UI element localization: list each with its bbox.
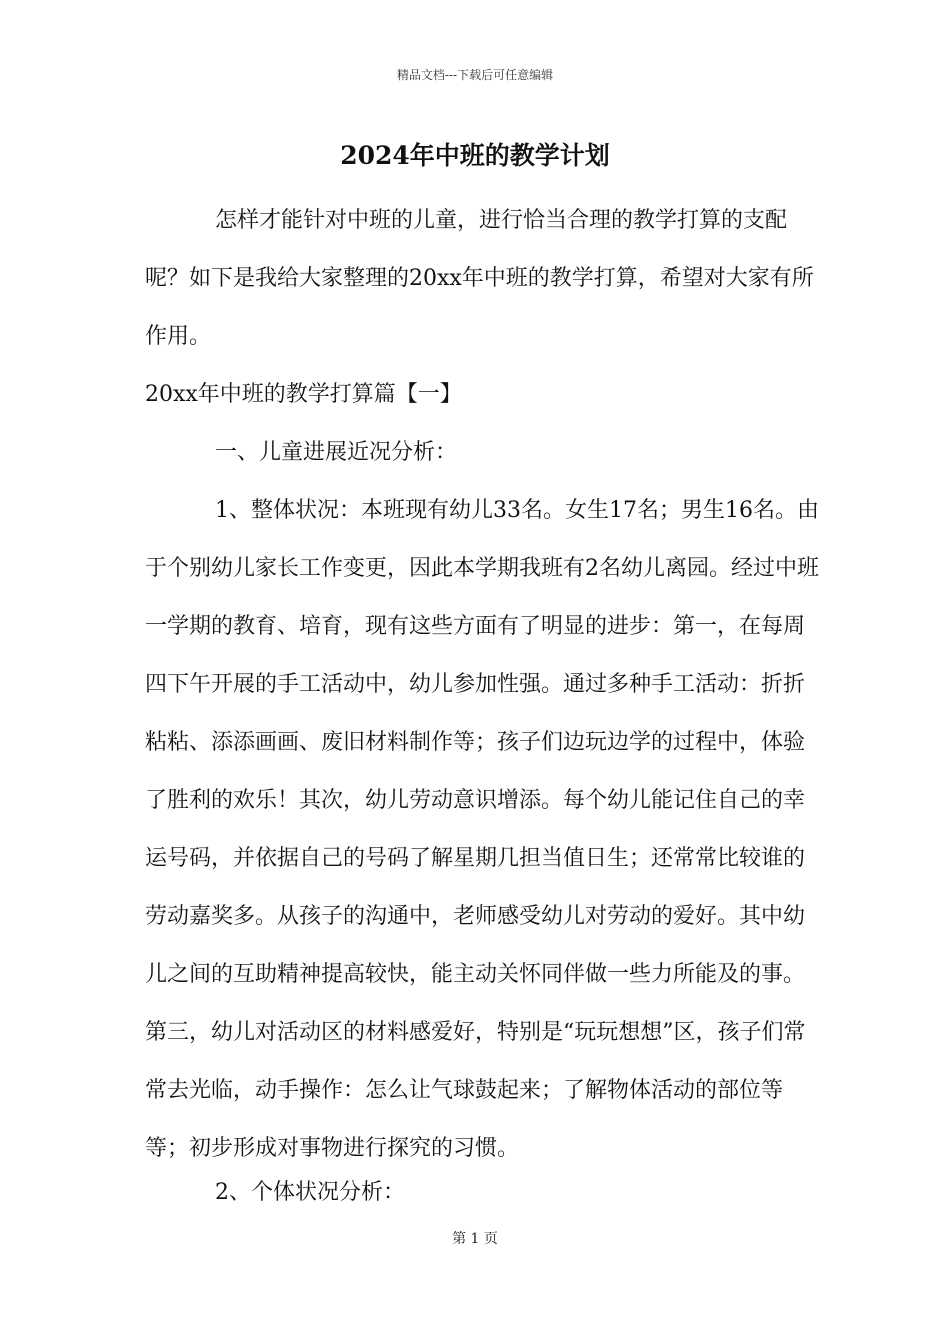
- page-number: 第 1 页: [452, 1231, 498, 1247]
- heading-child-development: 一、儿童进展近况分析：: [215, 440, 458, 465]
- heading-individual-status: 2、个体状况分析：: [215, 1180, 405, 1205]
- document-title: 2024年中班的教学计划: [340, 141, 610, 170]
- intro-paragraph: 怎样才能针对中班的儿童，进行恰当合理的教学打算的支配呢？如下是我给大家整理的20xx年中班的教学打算，希望对大家有所作用。: [145, 208, 814, 349]
- section-title: 20xx年中班的教学打算篇【一】: [145, 382, 462, 407]
- paragraph-overall-status: 1、整体状况：本班现有幼儿33名。女生17名；男生16名。由于个别幼儿家长工作变更，因此本学期我班有2名幼儿离园。经过中班一学期的教育、培育，现有这些方面有了明显的进步：第一，在每周四下午开展的手工活动中，幼儿参加性强。通过多种手工活动：折折粘粘、添添画画、废旧材料制作等；孩子们边玩边学的过程中，体验了胜利的欢乐！其次，幼儿劳动意识增添。每个幼儿能记住自己的幸运号码，并依据自己的号码了解星期几担当值日生；还常常比较谁的劳动嘉奖多。从孩子的沟通中，老师感受幼儿对劳动的爱好。其中幼儿之间的互助精神提高较快，能主动关怀同伴做一些力所能及的事。第三，幼儿对活动区的材料感爱好，特别是“玩玩想想”区，孩子们常常去光临，动手操作：怎么让气球鼓起来；了解物体活动的部位等等；初步形成对事物进行探究的习惯。: [145, 498, 819, 1161]
- page-header: 精品文档---下载后可任意编辑: [396, 68, 554, 82]
